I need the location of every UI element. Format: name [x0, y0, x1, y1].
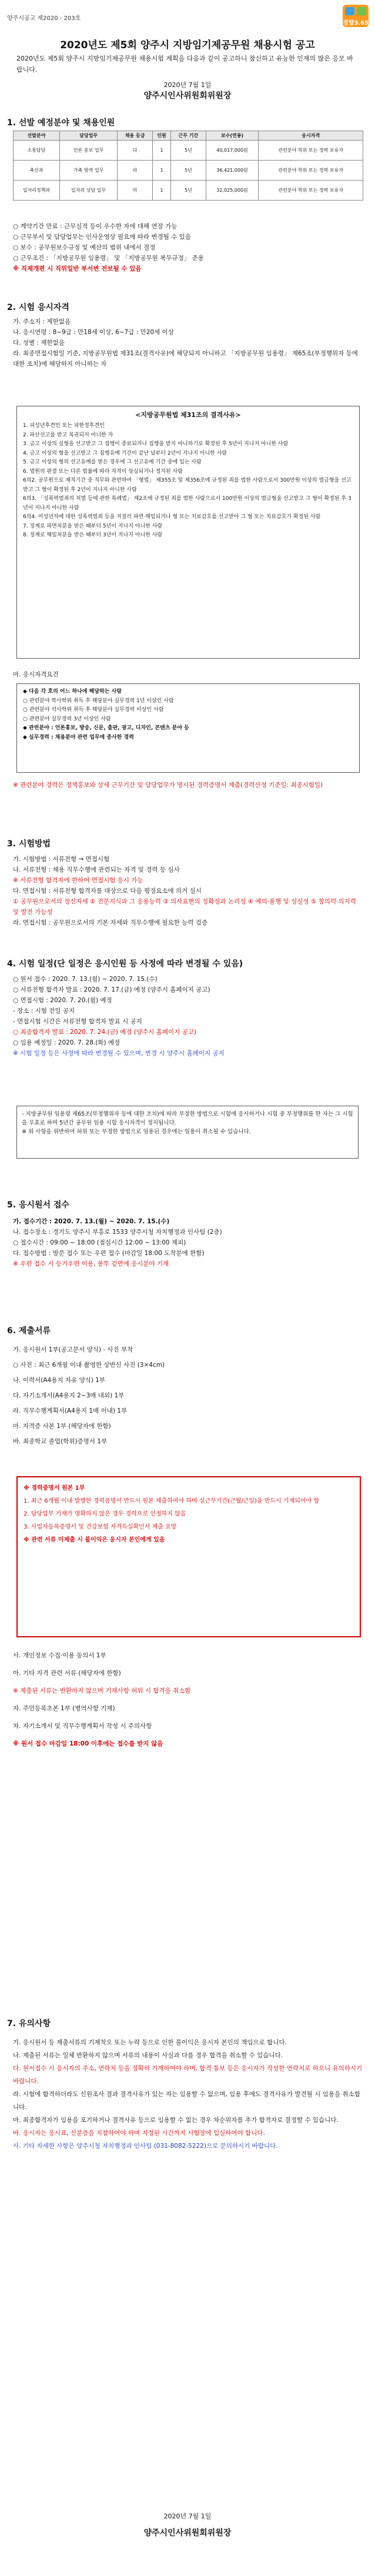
s4-items	[13, 974, 363, 1059]
table-row	[14, 161, 363, 181]
table-cell: 36,421,000원	[206, 161, 259, 181]
list-item: 4. 금고 이상의 형을 선고받고 그 집행유예 기간이 끝난 날부터 2년이 지나지 아니한 사람	[23, 450, 227, 456]
list-item: 다. 자기소개서(A4용지 2~3매 내외) 1부	[13, 1392, 125, 1399]
list-item: ※ 시험 일정 등은 사정에 따라 변경될 수 있으며, 변경 시 양주시 홈페이지 공지	[13, 1050, 225, 1057]
table-cell: 5년	[171, 181, 206, 201]
s6-more	[13, 1647, 363, 1753]
s2-items	[13, 316, 363, 369]
col-header: 선발분야	[14, 131, 60, 141]
list-item: ◆ 관련분야 : 언론홍보, 방송, 신문, 출판, 광고, 디자인, 콘텐츠 분야 등	[23, 725, 189, 731]
list-item: 바. 응시자는 응시표, 신분증을 지참하여야 하며 지정된 시간까지 시험장에 입실하여야 합니다.	[13, 2130, 265, 2137]
footer-date: 2020년 7월 1일	[163, 2512, 212, 2520]
col-header: 인원	[152, 131, 170, 141]
table-cell: 마	[118, 181, 152, 201]
list-item: 라. 시험에 합격하더라도 신원조사 결과 결격사유가 있는 자는 임용할 수 없으며, 임용 후에도 결격사유가 발견될 시 임용을 취소합니다.	[13, 2091, 360, 2111]
table-cell: 축산과	[14, 161, 60, 181]
intro-text: 2020년도 제5회 양주시 지방임기제공무원 채용시험 계획을 다음과 같이 공고하니 참신하고 유능한 인재의 많은 응모 바랍니다.	[16, 55, 353, 74]
table-cell: 40,017,000원	[206, 141, 259, 161]
list-item: ※ 서류전형 합격자에 한하여 면접시험 응시 가능	[13, 877, 143, 884]
disq-box-title: <지방공무원법 제31조의 결격사유>	[135, 411, 241, 419]
list-item: 마. 자격증 사본 1부 (해당자에 한함)	[13, 1423, 111, 1430]
table-cell: 1	[152, 141, 170, 161]
list-item: 3. 금고 이상의 실형을 선고받고 그 집행이 종료되거나 집행을 받지 아니하기로 확정된 후 5년이 지나지 아니한 사람	[23, 441, 289, 447]
section-6-heading: 6. 제출서류	[7, 1326, 51, 1336]
list-item: 가. 시험방법 : 서류전형 → 면접시험	[13, 856, 110, 863]
section-7-heading: 7. 유의사항	[7, 2019, 51, 2028]
list-item: 6의4. 미성년자에 대한 성폭력범죄 등을 저질러 파면·해임되거나 형 또는 치료감호를 선고받아 그 형 또는 치료감호가 확정된 사람	[23, 514, 321, 520]
list-item: ○ 임용 예정일 : 2020. 7. 28.(화) 예정	[13, 1039, 120, 1046]
list-item: 나. 응시연령 : 8~9급 : 만18세 이상, 6~7급 : 만20세 이상	[13, 329, 174, 336]
list-item: 가. 응시원서 등 제출서류의 기재착오 또는 누락 등으로 인한 불이익은 응시자 본인의 책임으로 합니다.	[13, 2039, 287, 2046]
list-item: 라. 면접시험 : 공무원으로서의 기본 자세와 직무수행에 필요한 능력 검증	[13, 919, 208, 926]
note-line: ※ 관련분야 경력은 정책홍보와 상세 근무기간 및 담당업무가 명시된 경력증명서 제출(경력산정 기준일: 최종시험일)	[13, 782, 323, 789]
list-item: 2. 담당업무 기재가 명확하지 않은 경우 경력으로 인정하지 않음	[24, 1511, 186, 1517]
table-cell: 관련분야 학위 또는 경력 보유자	[259, 181, 363, 201]
list-item: 나. 서류전형 : 채용 직무수행에 관련되는 자격 및 경력 등 심사	[13, 866, 180, 873]
list-item: 나. 접수장소 : 경기도 양주시 부흥로 1533 양주시청 자치행정과 인사팀 (2층)	[13, 1229, 222, 1236]
qualification-box	[16, 683, 360, 773]
list-item: 사. 개인정보 수집·이용 동의서 1부	[13, 1652, 106, 1659]
footer-org: 양주시인사위원회위원장	[143, 2528, 232, 2538]
list-item: ※ 원서 접수 마감일 18:00 이후에는 접수를 받지 않음	[13, 1740, 163, 1747]
list-item: ○ 사진 : 최근 6개월 이내 촬영한 상반신 사진 (3×4cm)	[13, 1362, 165, 1369]
s3-items	[13, 854, 363, 928]
section-5-heading: 5. 응시원서 접수	[7, 1200, 69, 1210]
s1-notes	[13, 221, 363, 274]
list-item: 7. 징계로 파면처분을 받은 때부터 5년이 지나지 아니한 사람	[23, 523, 163, 529]
list-item: 6. 법원의 판결 또는 다른 법률에 따라 자격이 상실되거나 정지된 사람	[23, 468, 183, 475]
list-item: ※ 관련 서류 미제출 시 불이익은 응시자 본인에게 있음	[24, 1537, 165, 1543]
section-4-heading: 4. 시험 일정(단 일정은 응시인원 등 사정에 따라 변경될 수 있음)	[7, 959, 243, 969]
list-item: 마. 최종합격자가 임용을 포기하거나 결격사유 등으로 임용할 수 없는 경우 차순위자를 추가 합격자로 결정할 수 있습니다.	[13, 2117, 339, 2124]
s2-note	[13, 780, 363, 790]
notice-box: - 지방공무원 임용령 제65조(부정행위자 등에 대한 조치)에 따라 부정한 방법으로 시험에 응시하거나 시험 중 부정행위를 한 자는 그 시험을 무효로 하며 5년간 공무원 임용 시험 응시자격이 정지됩니다. ※ 위 사항을 위반하여 허위 또는 부정한 방법으로 임용된 경우에는 임용이 취소될 수 있습니다.	[16, 1106, 359, 1159]
list-item: ○ 서류전형 합격자 발표 : 2020. 7. 17.(금) 예정 (양주시 홈페이지 공고)	[13, 986, 210, 993]
notice-date: 2020년 7월 1일	[163, 81, 212, 89]
doc-number: 양주시공고 제2020 - 203호	[7, 15, 81, 22]
note-line: ○ 근무조건 : 「지방공무원 임용령」 및 「지방공무원 복무규정」 준용	[13, 255, 204, 262]
col-header: 채용 등급	[118, 131, 152, 141]
list-item: 바. 최종학교 졸업(학위)증명서 1부	[13, 1438, 108, 1445]
list-item: ※ 우편 접수 시 등기우편 이용, 봉투 겉면에 응시분야 기재	[13, 1260, 169, 1267]
list-item: 5. 금고 이상의 형의 선고유예를 받은 경우에 그 선고유예 기간 중에 있는 사람	[23, 459, 202, 465]
table-cell: 일자리정책과	[14, 181, 60, 201]
s6-items	[13, 1342, 363, 1449]
table-header-row	[14, 131, 363, 141]
table-row	[14, 141, 363, 161]
page-title: 2020년도 제5회 양주시 지방임기제공무원 채용시험 공고	[60, 39, 315, 51]
table-cell: 언론 홍보 업무	[59, 141, 118, 161]
list-item: ※ 경력증명서 원본 1부	[24, 1485, 85, 1491]
table-row	[14, 181, 363, 201]
section-1-heading: 1. 선발 예정분야 및 채용인원	[7, 118, 115, 128]
s5-items	[13, 1216, 363, 1269]
section-3-heading: 3. 시험방법	[7, 839, 51, 849]
positions-table	[13, 131, 363, 201]
table-cell: 관련분야 학위 또는 경력 보유자	[259, 141, 363, 161]
note-line: ※ 직제개편 시 직위일반 부서변 전보될 수 있음	[13, 265, 142, 272]
list-item: 나. 제출된 서류는 일체 반환하지 않으며 서류의 내용이 사실과 다를 경우 합격을 취소할 수 있습니다.	[13, 2052, 283, 2059]
table-cell: 소통담당	[14, 141, 60, 161]
list-item: ○ 관련분야 학사학위 취득 후 해당분야 실무경력 1년 이상인 사람	[23, 698, 174, 704]
table-cell: 일자리 상담 업무	[59, 181, 118, 201]
list-item: ◆ 실무경력 : 채용분야 관련 업무에 종사한 경력	[23, 734, 134, 740]
list-item: 가. 주소지 : 제한없음	[13, 318, 71, 325]
list-item: 8. 징계로 해임처분을 받은 때부터 3년이 지나지 아니한 사람	[23, 532, 163, 538]
list-item: 1. 피성년후견인 또는 피한정후견인	[23, 423, 105, 429]
list-item: 1. 최근 6개월 이내 발행한 경력증명서 반드시 원본 제출하여야 하며 실근무기간(근월/근일)을 반드시 기재되어야 함	[24, 1498, 320, 1504]
list-item: ○ 관련분야 실무경력 3년 이상인 사람	[23, 716, 111, 722]
table-cell: 가축 방역 업무	[59, 161, 118, 181]
col-header: 보수(연봉)	[206, 131, 259, 141]
list-item: 나. 이력서(A4용지 자유 양식) 1부	[13, 1377, 105, 1384]
list-item: ※ 제출된 서류는 반환하지 않으며 기재사항 허위 시 합격을 취소함	[13, 1687, 191, 1694]
note-line: ○ 계약기간 만료 : 근무실적 등이 우수한 자에 대해 연장 가능	[13, 223, 178, 230]
list-item: 2. 파산선고를 받고 복권되지 아니한 자	[23, 432, 113, 438]
list-item: - 장소 : 시험 전일 공지	[13, 1007, 75, 1015]
list-item: 다. 성별 : 제한없음	[13, 339, 65, 346]
disqualification-box	[16, 406, 360, 659]
list-item: 가. 응시원서 1부(공고문서 양식) - 사진 부착	[13, 1346, 133, 1353]
list-item: - 면접시험 시간은 서류전형 합격자 발표 시 공지	[13, 1018, 142, 1025]
list-item: 6의2. 공무원으로 재직기간 중 직무와 관련하여 「형법」 제355조 및 제356조에 규정된 죄를 범한 사람으로서 300만원 이상의 벌금형을 선고받고 그 형이 확정된 후 2년이 지나지 아니한 사람	[23, 478, 351, 493]
table-cell: 32,025,000원	[206, 181, 259, 201]
list-item: ○ 접수시간 : 09:00 ~ 18:00 (점심시간 12:00 ~ 13:00 제외)	[13, 1239, 186, 1246]
table-cell: 5년	[171, 161, 206, 181]
list-item: ○ 관련분야 석사학위 취득 후 해당분야 실무경력 이상인 사람	[23, 707, 164, 713]
yangju-logo	[343, 5, 369, 27]
col-header: 응시자격	[259, 131, 363, 141]
list-item: 다. 면접시험 : 서류전형 합격자를 대상으로 다음 평정요소에 의거 실시	[13, 887, 202, 895]
issuing-org: 양주시인사위원회위원장	[143, 91, 232, 101]
list-item: ○ 원서 접수 : 2020. 7. 13.(월) ~ 2020. 7. 15.(수)	[13, 976, 158, 983]
logo-text: 경향3.65	[343, 20, 369, 26]
list-item: 다. 원서접수 시 응시자의 주소, 연락처 등을 정확히 기재하여야 하며, 합격 통보 등은 응시자가 작성한 연락처로 하오니 유의하시기 바랍니다.	[13, 2065, 363, 2085]
col-header: 담당업무	[59, 131, 118, 141]
note-line: ○ 보수 : 공무원보수규정 및 예산의 범위 내에서 결정	[13, 244, 156, 251]
col-header: 근무 기간	[171, 131, 206, 141]
table-cell: 라	[118, 161, 152, 181]
s2-item-ma: 마. 응시자격요건	[13, 671, 59, 678]
list-item: 차. 자기소개서 및 직무수행계획서 작성 시 주의사항	[13, 1723, 152, 1730]
list-item: 가. 접수기간 : 2020. 7. 13.(월) ~ 2020. 7. 15.(수)	[13, 1218, 170, 1225]
list-item: ○ 면접시험 : 2020. 7. 20.(월) 예정	[13, 997, 112, 1004]
experience-doc-box	[16, 1476, 361, 1637]
list-item: 6의3. 「성폭력범죄의 처벌 등에 관한 특례법」 제2조에 규정된 죄를 범한 사람으로서 100만원 이상의 벌금형을 선고받고 그 형이 확정된 후 3년이 지나지 아니한 사람	[23, 496, 351, 511]
s7-items	[13, 2036, 363, 2153]
table-cell: 관련분야 학위 또는 경력 보유자	[259, 161, 363, 181]
section-2-heading: 2. 시험 응시자격	[7, 303, 69, 312]
note-line: ○ 근무부서 및 담당업무는 인사운영상 필요에 따라 변경될 수 있음	[13, 233, 191, 241]
list-item: ◆ 다음 각 호의 어느 하나에 해당하는 사람	[23, 689, 122, 695]
list-item: 다. 접수방법 : 방문 접수 또는 우편 접수 (마감일 18:00 도착분에 한함)	[13, 1250, 205, 1257]
table-cell: 5년	[171, 141, 206, 161]
table-cell: 1	[152, 161, 170, 181]
list-item: 라. 직무수행계획서(A4용지 1매 이내) 1부	[13, 1407, 128, 1414]
table-cell: 1	[152, 181, 170, 201]
list-item: 아. 기타 자격 관련 서류 (해당자에 한함)	[13, 1670, 121, 1677]
list-item: ○ 최종합격자 발표 : 2020. 7. 24.(금) 예정 (양주시 홈페이지 공고)	[13, 1029, 196, 1036]
list-item: 라. 최종면접시험일 기준, 지방공무원법 제31조(결격사유)에 해당되지 아니하고 「지방공무원 임용령」 제65조(부정행위자 등에 대한 조치)에 해당하지 아니하는 자	[13, 350, 358, 368]
list-item: 자. 주민등록초본 1부 (병역사항 기재)	[13, 1705, 115, 1712]
list-item: 3. 사업자등록증명서 및 건강보험 자격득실확인서 제출 요망	[24, 1524, 177, 1530]
list-item: 사. 기타 자세한 사항은 양주시청 자치행정과 인사팀 (031-8082-5222)으로 문의하시기 바랍니다.	[13, 2143, 278, 2150]
table-cell: 다	[118, 141, 152, 161]
list-item: ① 공무원으로서의 정신자세 ② 전문지식과 그 응용능력 ③ 의사표현의 정확성과 논리성 ④ 예의·품행 및 성실성 ⑤ 창의력·의지력 및 발전 가능성	[13, 898, 356, 916]
